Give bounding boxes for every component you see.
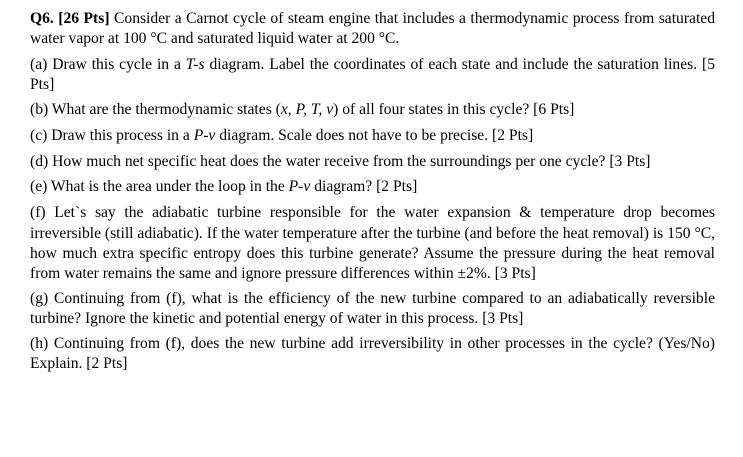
- question-label: Q6. [26 Pts]: [30, 10, 110, 27]
- part-a-post: diagram. Label the coordinates of each state and include the saturation lines. [5 Pts]: [30, 55, 716, 94]
- part-g-text: (g) Continuing from (f), what is the efficiency of the new turbine compared to an adiabatically reversible turbine? Ignore the kinetic and potential energy of water in this process. [3 Pts]: [30, 289, 715, 328]
- part-a: [30, 55, 715, 96]
- part-c: [30, 126, 715, 146]
- part-b-pre: (b) What are the thermodynamic states (: [30, 100, 281, 118]
- part-e-post: diagram? [2 Pts]: [310, 177, 418, 195]
- part-g: [30, 289, 715, 330]
- part-b-variable: x, P, T, v: [280, 100, 334, 118]
- part-c-pre: (c) Draw this process in a: [30, 127, 194, 145]
- part-d-text: (d) How much net specific heat does the water receive from the surroundings per one cycle? [3 Pts]: [30, 153, 651, 171]
- part-a-pre: (a) Draw this cycle in a: [30, 55, 186, 73]
- part-b: [30, 100, 715, 120]
- part-f: [30, 203, 715, 285]
- part-h: [30, 334, 715, 375]
- part-h-text: (h) Continuing from (f), does the new turbine add irreversibility in other processes in the cycle? (Yes/No) Explain. [2 Pts]: [30, 334, 715, 373]
- part-e: [30, 177, 715, 197]
- part-c-variable: P-v: [193, 127, 216, 145]
- part-e-pre: (e) What is the area under the loop in the: [30, 177, 289, 195]
- question-header: [30, 9, 715, 50]
- part-e-variable: P-v: [288, 177, 311, 195]
- part-f-text: (f) Let`s say the adiabatic turbine responsible for the water expansion & temperature drop becomes irreversible (still adiabatic). If the water temperature after the turbine (and before the heat removal) is 150 °C, how much extra specific entropy does this turbine generate? Assume the pressure during the heat removal from water remains the same and ignore pressure differences within ±2%. [3 Pts]: [30, 204, 715, 283]
- part-b-post: ) of all four states in this cycle? [6 Pts]: [333, 100, 575, 118]
- question-text: Consider a Carnot cycle of steam engine that includes a thermodynamic process from saturated water vapor at 100 °C and saturated liquid water at 200 °C.: [30, 10, 715, 48]
- part-d: [30, 152, 715, 172]
- part-a-variable: T-s: [185, 55, 205, 73]
- part-c-post: diagram. Scale does not have to be precise. [2 Pts]: [215, 127, 534, 145]
